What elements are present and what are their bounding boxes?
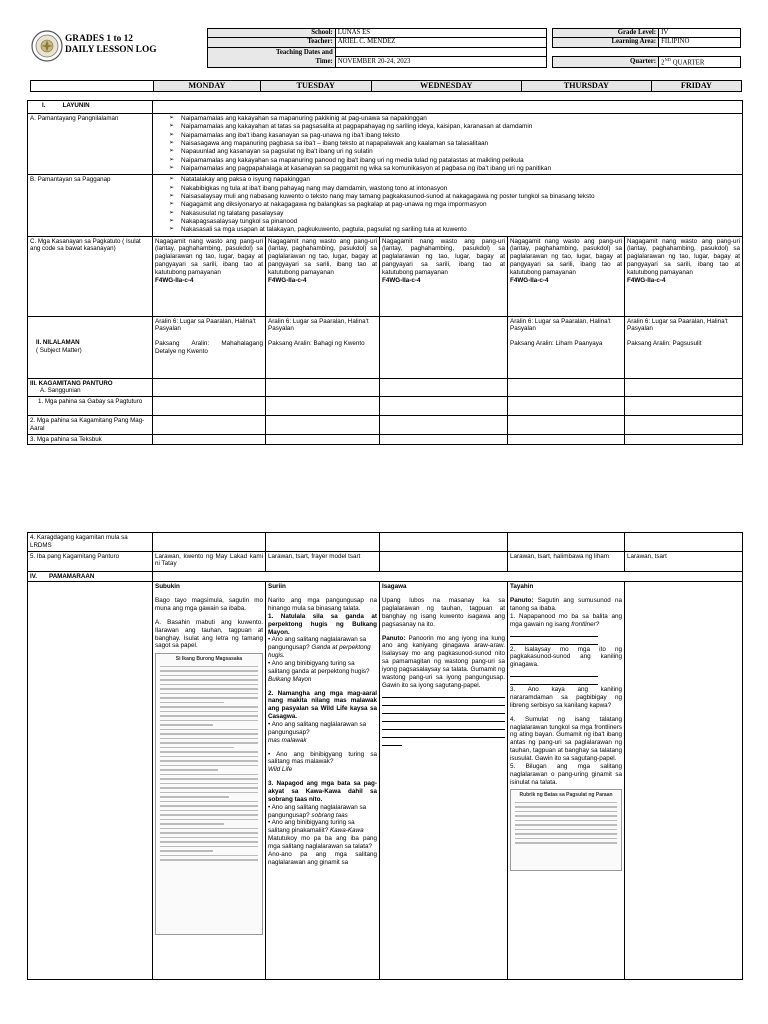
pagganap-label: B. Pamantayan sa Pagganap [28,175,153,236]
iba-tuesday: Larawan, tsart, frayer model tsart [266,551,380,571]
layunin-label: I. LAYUNIN [28,101,153,114]
pagganap-list-cell [153,175,743,236]
pamamaraan-tuesday: Suriin Narito ang mga pangungusap na hinango mula sa binasang talata. 1. Natulala sila sa ganda at perpektong hugis ng Bulkang Mayon. • Ano ang salitang naglalarawan sa pangungusap? Ganda at perpektong hugis. • Ano ang binibigyang turing sa salitang ganda at perpektong hugis? Bulkang Mayon 2. Namangha ang mga mag-aaral nang makita nilang mas malawak ang pasyalan sa Wild Life kaysa sa Casagwa. • Ano ang salitang naglalarawan sa pangungusap? mas malawak • Ano ang binibigyang turing sa salitang mas malawak? Wild Life 3. Napagod ang mga bata sa pag-akyat sa Kawa-Kawa dahil sa sobrang taas nito. • Ano ang salitang naglalarawan sa pangungusap? sobrang taas • Ano ang binibigyang turing sa salitang pinakamaliit? Kawa-Kawa Matutukoy mo pa ba ang iba pang mga salitang naglalarawan sa talata? Ano-ano pa ang mga salitang naglalarawan ang ginamit sa [266,582,380,980]
dates-value: NOVEMBER 20-24, 2023 [335,56,547,68]
deped-seal-icon [31,30,63,62]
objective-item: ➢ Nakapagsasalaysay tungkol sa pinanood [169,218,740,226]
school-value: LUNAS ES [335,29,547,38]
dates-label [208,47,336,67]
teacher-label: Teacher: [208,38,336,47]
objective-item: ➢ Naipamamalas ang pagpapahalaga at kasanayan sa paggamit ng wika sa komunikasyon at pagbasa ng iba't ibang uri ng panitikan [169,165,740,173]
kagamitang-mag-aaral-label: 2. Mga pahina sa Kagamitang Pang Mag-Aaral [28,416,153,435]
title-line-2: DAILY LESSON LOG [65,44,157,55]
lesson-table-page-2 [27,532,743,980]
objective-item: ➢ Nakasusulat ng talatang pasalaysay [169,210,740,218]
lesson-table-page-1 [27,100,743,445]
header-info-table [207,28,741,68]
kasanayan-thursday: Nagagamit nang wasto ang pang-uri (lantay, paghahambing, pasukdol) sa paglalarawan ng tao, lugar, bagay at pangyayari sa sarili, ibang tao at katutubong pamayanan F4WG-IIa-c-4 [508,236,625,316]
quarter-label: Quarter: [553,56,659,68]
objective-item: ➢ Nakabibigkas ng tula at iba't ibang pahayag nang may damdamin, wastong tono at intonasyon [169,185,740,193]
objective-item: ➢ Naisasalaysay muli ang nabasang kuwento o teksto nang may tamang pagkakasunod-sunod at nakagagawa ng poster tungkol sa binasang teksto [169,193,740,201]
objective-item: ➢ Naisasagawa ang mapanuring pagbasa sa iba't – ibang teksto at napapalawak ang kaalaman sa talasalitaan [169,140,740,148]
school-label: School: [208,29,336,38]
pangnilalaman-list [155,115,740,173]
lesson-log-header [27,28,741,72]
objective-item: ➢ Nakasasali sa mga usapan at talakayan, pagkukuwento, pagtula, pagsulat ng sariling tula at kuwento [169,226,740,234]
day-thursday: THURSDAY [521,81,651,92]
nilalaman-friday: Aralin 6: Lugar sa Paaralan, Halina't Pasyalan Paksang Aralin: Pagsusulit [625,316,743,378]
title-line-1: GRADES 1 to 12 [65,34,133,44]
iba-monday: Larawan, kwento ng May Lakad kami ni Tatay [153,551,266,571]
pamamaraan-monday: Subukin Bago tayo magsimula, sagutin mo muna ang mga gawain sa ibaba. A. Basahin mabuti ang kuwento. Ilarawan ang tauhan, tagpuan at banghay. Isulat ang letra ng tamang sagot sa papel. Si Ikang Burong Magsasaka [153,582,266,980]
quarter-value: 2ND QUARTER [659,56,741,68]
area-label: Learning Area: [553,38,659,47]
pangnilalaman-label: A. Pamantayang Pangnilalaman [28,114,153,175]
day-wednesday: WEDNESDAY [371,81,521,92]
pamamaraan-label: IV. PAMAMARAAN [28,571,153,582]
iba-pang-kagamitan-label: 5. Iba pang Kagamitang Panturo [28,551,153,571]
kasanayan-monday: Nagagamit nang wasto ang pang-uri (lantay, paghahambing, pasukdol) sa paglalarawan ng tao, lugar, bagay at pangyayari sa sarili, ibang tao at katutubong pamayanan F4WG-IIa-c-4 [153,236,266,316]
objective-item: ➢ Naipamamalas ang kakayahan at tatas sa pagsasalita at pagpapahayag ng sariling ideya, kaisipan, karanasan at damdamin [169,123,740,131]
kasanayan-wednesday: Nagagamit nang wasto ang pang-uri (lantay, paghahambing, pasukdol) sa paglalarawan ng tao, lugar, bagay at pangyayari sa sarili, ibang tao at katutubong pamayanan F4WG-IIa-c-4 [380,236,508,316]
dates-label-2: Time: [315,57,333,65]
objective-item: ➢ Naipamamalas ang kakayahan sa mapanuring panood ng iba't ibang uri ng media tulad ng patalastas at maikling pelikula [169,157,740,165]
iba-wednesday [380,551,508,571]
grade-label: Grade Level: [553,29,659,38]
kasanayan-friday: Nagagamit nang wasto ang pang-uri (lantay, paghahambing, pasukdol) sa paglalarawan ng tao, lugar, bagay at pangyayari sa sarili, ibang tao at katutubong pamayanan F4WG-IIa-c-4 [625,236,743,316]
nilalaman-tuesday: Aralin 6: Lugar sa Paaralan, Halina't Pasyalan Paksang Aralin: Bahagi ng Kwento [266,316,380,378]
worksheet-thumbnail: Si Ikang Burong Magsasaka [155,653,263,935]
nilalaman-label: II. NILALAMAN ( Subject Matter) [28,316,153,378]
pamamaraan-friday [625,582,743,980]
dates-label-1: Teaching Dates and [275,49,333,57]
kasanayan-label: C. Mga Kasanayan sa Pagkatuto ( Isulat ang code sa bawat kasanayan) [28,236,153,316]
nilalaman-wednesday [380,316,508,378]
iba-thursday: Larawan, tsart, halimbawa ng liham [508,551,625,571]
day-monday: MONDAY [154,81,261,92]
objective-item: ➢ Naipamamalas ang kakayahan sa mapanuring pakikinig at pag-unawa sa napakinggan [169,115,740,123]
weekday-header-row [30,80,742,92]
rubric-thumbnail: Rubrik ng Batas sa Pagsulat ng Paraan [510,789,622,871]
pamamaraan-thursday: Tayahin Panuto: Sagutin ang sumusunod na tanong sa ibaba. 1. Napapanood mo ba sa balita ang mga gawain ng isang frontliner? 2. Isalaysay mo mga ito ng pagkakasunod-sunod ang kaniling ginagawa. 3. Ano kaya ang kaniling nararamdaman sa pagbibigay ng libreng serbisyo sa kanilang kapwa? 4. Sumulat ng isang talatang naglalarawan tungkol sa mga frontliners ng ating bayan. Gumamit ng iba't ibang antas ng pang-uri sa paglalarawan ng tauhan, tagpuan at banghay sa talatang isusulat. Gawin ito sa sagutang-papel. 5. Bilugan ang mga salitang naglalarawan o pang-uring ginamit sa isinulat na talata. Rubrik ng Batas sa Pagsulat ng Paraan [508,582,625,980]
objective-item: ➢ Naipamamalas ang iba't ibang kasanayan sa pag-unawa ng iba't ibang teksto [169,132,740,140]
grade-value: IV [659,29,741,38]
objective-item: ➢ Natatalakay ang paksa o isyung napakinggan [169,176,740,184]
iba-friday: Larawan, tsart [625,551,743,571]
kasanayan-tuesday: Nagagamit nang wasto ang pang-uri (lantay, paghahambing, pasukdol) sa paglalarawan ng tao, lugar, bagay at pangyayari sa sarili, ibang tao at katutubong pamayanan F4WG-IIa-c-4 [266,236,380,316]
objective-item: ➢ Napauunlad ang kasanayan sa pagsulat ng iba't ibang uri ng sulatin [169,148,740,156]
pangnilalaman-list-cell [153,114,743,175]
gabay-label: 1. Mga pahina sa Gabay sa Pagtuturo [28,397,153,416]
pagganap-list [155,176,740,234]
karagdagan-label: 4. Karagdagang kagamitan mula sa LRDMS [28,533,153,552]
area-value: FILIPINO [659,38,741,47]
objective-item: ➢ Nagagamit ang diksiyonaryo at nakagagawa ng balangkas sa pagkalap at pag-unawa ng mga impormasyon [169,201,740,209]
document-title [65,34,157,56]
teacher-value: ARIEL C. MENDEZ [335,38,547,47]
nilalaman-monday: Aralin 6: Lugar sa Paaralan, Halina't Pasyalan Paksang Aralin: Mahahalagang Detalye ng Kwento [153,316,266,378]
day-friday: FRIDAY [651,81,741,92]
pamamaraan-wednesday: Isagawa Upang lubos na masanay ka sa paglalarawan ng tauhan, tagpuan at banghay ng isang kuwento isagawa ang pagsasanay na ito. Panuto: Panoorin mo ang iyong ina kung ano ang kaniyang ginagawa araw-araw. Isalaysay mo ang pagkasunod-sunod nito sa pamamagitan ng wastong pang-uri sa iyong pagsasalaysay sa talata. Gumamit ng wastong pang-uri sa iyong pangungusap. Gawin ito sa iyong sagutang-papel. [380,582,508,980]
nilalaman-thursday: Aralin 6: Lugar sa Paaralan, Halina't Pasyalan Paksang Aralin: Liham Paanyaya [508,316,625,378]
kagamitan-label: III. KAGAMITANG PANTURO A. Sanggunian [28,378,153,397]
teksbuk-label: 3. Mga pahina sa Teksbuk [28,434,153,445]
day-tuesday: TUESDAY [260,81,371,92]
